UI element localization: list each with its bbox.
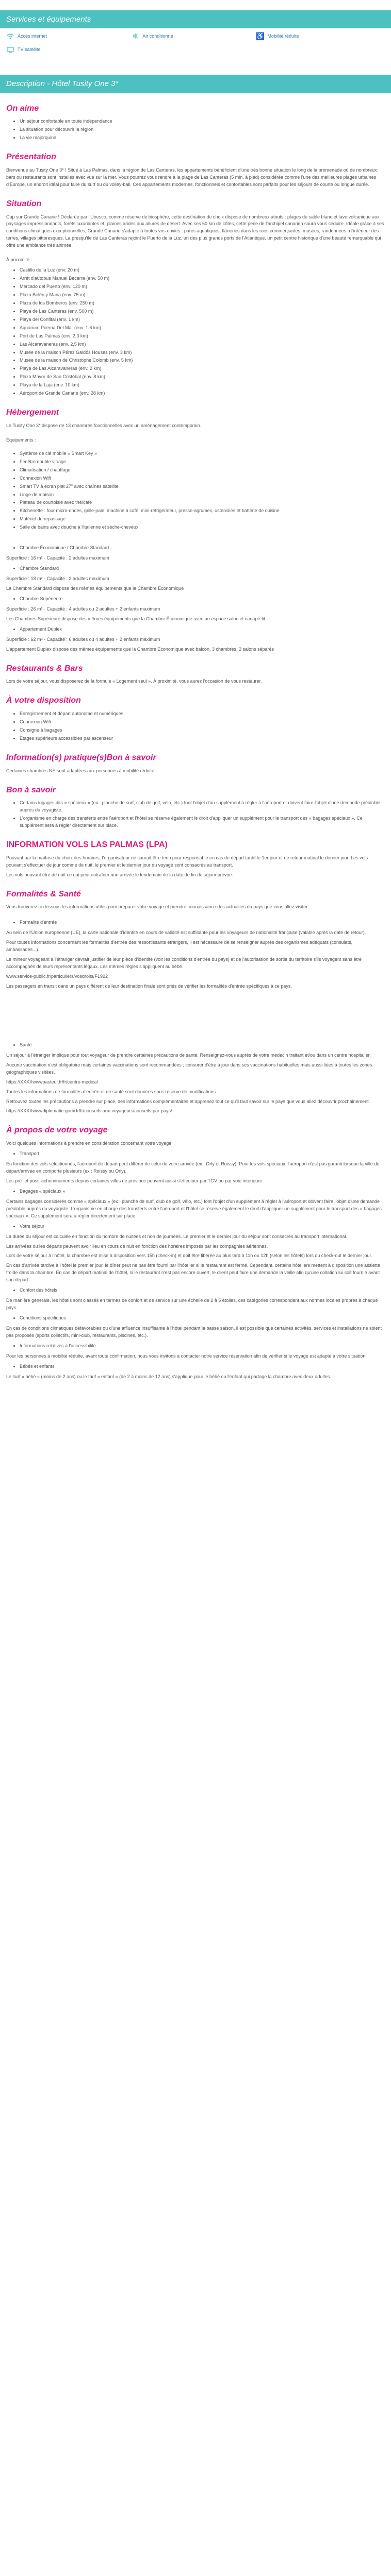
on-aime-list	[6, 118, 385, 142]
room-name: • Chambre Standard	[20, 565, 385, 572]
list-item: • Arrêt d'autobus Manuel Becerra (env. 50 m)	[20, 275, 385, 282]
apropos-subtitle	[6, 1343, 385, 1350]
list-item: • Certains logages dits « spécieux » (ex : planche de surf, club de golf, vélo, etc.) font l'objet d'un supplément à régler à l'aéroport et doivent faire l'objet d'une demande préalable auprès du voyagiste.	[20, 800, 385, 814]
wheelchair-icon: ♿	[255, 32, 265, 41]
room-desc: Superficie : 26 m² - Capacité : 4 adultes ou 2 adultes + 2 enfants maximum	[6, 606, 160, 612]
list-item: • Playa del Confital (env. 1 km)	[20, 316, 385, 324]
section-title-apropos: À propos de votre voyage	[6, 1126, 108, 1135]
apropos-subtitle	[6, 1150, 385, 1158]
list-item: • Étages supérieurs accessibles par ascenseur	[20, 735, 385, 742]
description-content	[0, 103, 391, 1381]
list-item: • Plaza Mayor de San Cristóbal (env. 8 km)	[20, 374, 385, 381]
apropos-text: La durée du séjour est calculée en fonction du nombre de nuitées et non de journées. Le premier et le dernier jour du séjour sont consacrés au transport international.	[6, 1233, 347, 1239]
apropos-text: Les arrivées ou les départs peuvent avoir lieu en cours de nuit en fonction des horaires imposés par les compagnies aériennes.	[6, 1243, 268, 1249]
service-item	[131, 32, 256, 41]
section-title-situation: Situation	[6, 199, 42, 208]
service-item	[6, 46, 131, 54]
apropos-text: En cas d'arrivée tardive à l'hôtel le premier jour, le dîner peut ne pas être fourni par l'hôtelier si le restaurant est fermé. Cependant, certains hôteliers mettent à disposition une assiette froide dans la chambre. En cas de départ matinal de l'hôtel, si le restaurant n'est pas encore ouvert, le client peut faire une demande la veille afin qu'une collation lui soit fournie avant son départ.	[6, 1263, 381, 1283]
list-item: • La vie majorquine	[20, 134, 385, 142]
formalites-text: Toutes les informations de formalités d'entrée et de santé sont données sous réserve de modifications.	[6, 1089, 217, 1094]
formalites-text: Les passagers en transit dans un pays différent de leur destination finale sont priés de vérifier les formalités d'entrée spécifiques à ce pays.	[6, 983, 292, 989]
list-item: • Plaza de los Bomberos (env. 250 m)	[20, 300, 385, 307]
section-title-on-aime: On aime	[6, 104, 39, 113]
list-item: • Santé	[20, 1042, 385, 1049]
list-item: • Kitchenette : four micro-ondes, grille-pain, machine à café, mini-réfrigérateur, presse-agrumes, ustensiles et batterie de cuisine	[20, 507, 385, 515]
services-banner: Services et équipements	[0, 10, 391, 28]
formalites-link[interactable]: www.service-public.fr/particuliers/vosdroits/F1922	[6, 974, 108, 979]
list-item: • Castillo de la Luz (env. 20 m)	[20, 267, 385, 274]
hebergement-text: Le Tusity One 3* dispose de 13 chambres fonctionnelles avec un aménagement contemporain.	[6, 422, 202, 428]
list-item: • Système de clé mobile « Smart Key »	[20, 450, 385, 457]
disposition-list	[6, 710, 385, 742]
vols-text: Pouvant par la maîtrise du choix des horaires, l'organisateur ne saurait être tenu pour responsable en cas de départ tardif le 1er jour et de retour matinal le dernier jour. Les vols pouvant s'effectuer de jour comme de nuit, le premier et le dernier jour du voyage sont consacrés au transport.	[6, 855, 368, 868]
wifi-icon	[6, 32, 14, 41]
list-item: • Votre séjour	[20, 1223, 385, 1230]
room-desc: L'appartement Duplex dispose des mêmes équipements que la Chambre Économique avec balcon, 3 chambres, 2 salons séparés	[6, 646, 274, 652]
list-item: • Port de Las Palmas (env. 2,3 km)	[20, 333, 385, 340]
apropos-subtitle	[6, 1315, 385, 1322]
list-item: • Salle de bains avec douche à l'italienne et sèche-cheveux	[20, 524, 385, 531]
section-title-vols: INFORMATION VOLS LAS PALMAS (LPA)	[6, 840, 168, 850]
tv-icon	[6, 46, 14, 54]
proximity-label: À proximité :	[6, 257, 32, 263]
service-label: Mobilité réduite	[267, 33, 299, 39]
service-item	[256, 32, 381, 41]
list-item: • Las Alcaravaneras (env. 2,5 km)	[20, 341, 385, 348]
section-title-infos: Information(s) pratique(s)Bon à savoir	[6, 753, 156, 762]
room-name: • Chambre Supérieure	[20, 596, 385, 603]
list-item: • Plaza Belén y Maria (env. 75 m)	[20, 292, 385, 299]
room-desc: Superficie : 18 m² - Capacité : 2 adultes maximum	[6, 576, 109, 581]
section-title-restaurants: Restaurants & Bars	[6, 664, 83, 673]
formalites-text: Aucune vaccination n'est obligatoire mais certaines vaccinations sont recommandées ; consurer d'être à jour dans ses vaccinations habituelles mais aussi liées à toutes les zones géographiques visitées.	[6, 1062, 372, 1075]
section-title-bon-a-savoir: Bon à savoir	[6, 785, 56, 794]
list-item: • Bagages « spéciaux »	[20, 1188, 385, 1195]
room-name: • Appartement Duplex	[20, 626, 385, 633]
list-item: • L'organisme en charge des transferts entre l'aéroport et l'hôtel se réserve également le droit d'appliquer un supplément pour le transport des « bagages spéciaux ». Ce supplément sera à régler directement sur place.	[20, 815, 385, 829]
apropos-text: Certains bagages considérés comme « spéciaux » (ex : planche de surf, club de golf, vélo, etc.) font l'objet d'un supplément à régler à l'aéroport et doivent faire l'objet d'une demande préalable auprès du voyagiste. L'organisme en charge des transferts entre l'aéroport et l'hôtel se réserve également le droit d'appliquer un supplément pour le transport des « bagages spéciaux ». Ce supplément sera à régler directement sur place.	[6, 1198, 382, 1218]
apropos-text: En cas de conditions climatiques défavorables ou d'une affluence insuffisante à l'hôtel pendant la basse saison, il est possible que certaines activités, services et installations ne soient pas proposés (sports collectifs, mini-club, restaurants, piscines, etc.).	[6, 1325, 382, 1338]
list-item: • Enregistrement et départ autonome et numériques	[20, 710, 385, 718]
presentation-text: Bienvenue au Tusity One 3* ! Situé à Las Palmas, dans la région de Las Canteras, les appartements bénéficient d'une très bonne situation le long de la promenade où de nombreux bars ou restaurants sont installés avec vue sur la mer. Vous pourrez vous rendre à la plage de Las Canteras (5 min. à pied) considérée comme l'une des meilleures plages urbaines d'Europe, un endroit idéal pour faire du surf ou du volley-ball. Ces appartements modernes, fonctionnels et confortables sont parfaits pour les séjours de courte ou longue durée.	[6, 167, 377, 187]
formalites-text: Un séjour à l'étranger implique pour tout voyageur de prendre certaines précautions de santé. Renseignez-vous auprès de votre médecin traitant et/ou dans un centre hospitalier.	[6, 1052, 371, 1058]
list-item: • Un séjour confortable en toute indépendance	[20, 118, 385, 125]
apropos-subtitle	[6, 1223, 385, 1230]
formalites-text: Le mineur voyageant à l'étranger devrait justifier de leur pièce d'identité (voir les conditions d'entrée du pays) et de l'autorisation de sortie du territoire s'ils voyagent sans être accompagnés de leurs représentants légaux. Les mêmes règles s'appliquent au bébé.	[6, 957, 362, 970]
apropos-subtitle	[6, 1363, 385, 1370]
room-type	[6, 545, 385, 552]
section-title-disposition: À votre disposition	[6, 696, 81, 705]
apropos-text: Pour les personnes à mobilité réduite, avant toute confirmation, nous vous invitons à contacter notre service réservation afin de vérifier si le voyage est adapté à votre situation.	[6, 1353, 367, 1359]
apropos-text: Voici quelques informations à prendre en considération concernant votre voyage.	[6, 1141, 173, 1146]
restaurants-text: Lors de votre séjour, vous disposerez de la formule « Logement seul ». À proximité, vous aurez l'occasion de vous restaurer.	[6, 679, 262, 684]
list-item: • Confort des hôtels	[20, 1287, 385, 1294]
list-item: • Formalité d'entrée	[20, 919, 385, 926]
apropos-text: Le tarif « bébé » (moins de 2 ans) ou le tarif « enfant » (de 2 à moins de 12 ans) s'applique pour le bébé ou l'enfant qui partage la chambre avec deux adultes.	[6, 1374, 331, 1379]
formalites-text: Pour toutes informations concernant les formalités d'entrée des ressortissants étrangers, il est nécessaire de se renseigner auprès des organismes adéquats (consulats, ambassades...).	[6, 940, 353, 953]
apropos-text: Les pré- et post- acheminements depuis certaines villes de province peuvent aussi s'effectuer par TGV ou par voie intérieure.	[6, 1178, 264, 1183]
list-item: • Playa de Las Alcaravaneras (env. 2 km)	[20, 365, 385, 372]
service-label: Air conditionné	[142, 33, 173, 39]
apropos-text: En fonction des vols sélectionnés, l'aéroport de départ peut différer de celui de votre arrivée (ex : Orly et Roissy). Pour les vols spéciaux, l'aéroport n'est pas garanti lorsque la ville de départ/arrivée en comporte plusieurs (ex : Roissy ou Orly).	[6, 1161, 380, 1174]
list-item: • Plateau de courtoisie avec thé/café	[20, 499, 385, 506]
list-item: • Climatisation / chauffage	[20, 467, 385, 474]
equipments-label: Équipements :	[6, 437, 36, 443]
list-item: • Musée de la maison de Christophe Colomb (env. 5 km)	[20, 357, 385, 364]
formalites-text: Au sein de l'Union européenne (UE), la carte nationale d'identité en cours de validité est suffisante pour les voyageurs de nationalité française (valable après la date de retour).	[6, 930, 366, 936]
bon-a-savoir-list	[6, 800, 385, 829]
snowflake-icon: ❄	[132, 32, 139, 41]
list-item: • Playa de Las Canteras (env. 500 m)	[20, 308, 385, 315]
equipments-list	[6, 450, 385, 531]
service-label: Accès internet	[18, 33, 47, 39]
section-title-hebergement: Hébergement	[6, 408, 59, 417]
list-item: • Linge de maison	[20, 492, 385, 499]
apropos-text: Lors de votre séjour à l'hôtel, la chambre est mise à disposition vers 15h (check-in) et doit être libérée au plus tard à 11h ou 12h (selon les hôtels) lors du check-out le dernier jour.	[6, 1253, 372, 1259]
room-type	[6, 596, 385, 603]
apropos-text: De manière générale, les hôtels sont classés en termes de confort et de service sur une échelle de 2 à 5 étoiles, ces catégories correspondant aux normes locales propres à chaque pays.	[6, 1298, 378, 1311]
list-item: • Bébés et enfants	[20, 1363, 385, 1370]
vols-text: Les vols pouvant être de nuit ce qui peut entraîner une arrivée le lendemain de la date de fin de séjour prévue.	[6, 872, 233, 877]
apropos-subtitle	[6, 1287, 385, 1294]
room-desc: La Chambre Standard dispose des mêmes équipements que la Chambre Économique	[6, 585, 184, 591]
list-item: • La situation pour découvrir la région	[20, 126, 385, 133]
list-item: • Aquarium Poema Del Mar (env. 1,6 km)	[20, 325, 385, 332]
service-label: TV satellite	[18, 47, 41, 53]
room-desc: Superficie : 62 m² - Capacité : 6 adultes ou 4 adultes + 2 enfants maximum	[6, 636, 160, 642]
list-item: • Consigne à bagages	[20, 727, 385, 734]
formalites-link[interactable]: https://XXXXwwwdiplomatie.gouv.fr/fr/conseils-aux-voyageurs/conseils-par-pays/	[6, 1108, 172, 1114]
list-item: • Matériel de repassage	[20, 516, 385, 523]
list-item: • Playa de la Laja (env. 10 km)	[20, 382, 385, 389]
formalites-text: Vous trouverez ci-dessous les informations utiles pour préparer votre voyage et prendre connaissance des actualités du pays que vous allez visiter.	[6, 904, 309, 910]
list-item: • Connexion Wifi	[20, 719, 385, 726]
room-type	[6, 565, 385, 572]
service-item	[6, 32, 131, 41]
section-title-formalites: Formalités & Santé	[6, 889, 81, 899]
list-item: • Musée de la maison Pérez Galdós Houses (env. 3 km)	[20, 349, 385, 357]
list-item: • Informations relatives à l'accessibilité	[20, 1343, 385, 1350]
list-item: • Fenêtre double vitrage	[20, 459, 385, 466]
list-item: • Conditions spécifiques	[20, 1315, 385, 1322]
list-item: • Smart TV à écran plat 27" avec chaînes satellite	[20, 483, 385, 490]
room-type	[6, 626, 385, 633]
situation-text: Cap sur Grande Canarie ! Déclarée par l'Unesco, comme réserve de biosphère, cette destination de choix dispose de nombreux atouts : plages de sable blanc et lave volcanique aux paysages impressionnants, forêts luxuriantes et, plaines arides aux allures de désert. Avec ses 60 km de côtes, cette perle de l'archipel canarien saura vous séduire. Idéale grâce à ses conditions climatiques exceptionnelles, Grande Canarie s'adapte à toutes vos envies : parcs aquatiques, flâneries dans les rues commerçantes, musées, randonnées à l'intérieur des terres, villages pittoresques. La presqu'île de Las Canteras rejoint le Puerto de la Luz, un des plus grands ports de l'Atlantique, un petit centre historique d'une beauté remarquable qui offre une ambiance très animée.	[6, 214, 384, 248]
room-name: • Chambre Économique / Chambre Standard	[20, 545, 385, 552]
formalites-link[interactable]: https://XXXXwwwpasteur.fr/fr/centre-medical	[6, 1079, 98, 1084]
proximity-list	[6, 267, 385, 397]
list-item: • Mercado del Puerto (env. 120 m)	[20, 283, 385, 291]
section-title-presentation: Présentation	[6, 152, 56, 162]
room-desc: Les Chambres Supérieure dispose des mêmes équipements que la Chambre Économique avec un espace salon et canapé-lit.	[6, 616, 267, 621]
infos-text: Certaines chambres NE sont adaptées aux personnes à mobilité réduite.	[6, 768, 156, 773]
formalites-text: Retrouvez toutes les précautions à prendre sur place, des informations complémentaires et apprenez tout ce qu'il faut savoir sur le pays que vous allez découvrir prochainement.	[6, 1098, 370, 1104]
description-banner: Description - Hôtel Tusity One 3*	[0, 75, 391, 93]
formalites-subtitle	[6, 1042, 385, 1049]
formalites-subtitle	[6, 919, 385, 926]
list-item: • Aéroport de Grande Canarie (env. 28 km)	[20, 390, 385, 397]
room-desc: Superficie : 16 m² - Capacité : 2 adultes maximum	[6, 555, 109, 561]
services-list	[0, 28, 391, 62]
list-item: • Connexion Wifi	[20, 475, 385, 482]
list-item: • Transport	[20, 1150, 385, 1158]
apropos-subtitle	[6, 1188, 385, 1195]
